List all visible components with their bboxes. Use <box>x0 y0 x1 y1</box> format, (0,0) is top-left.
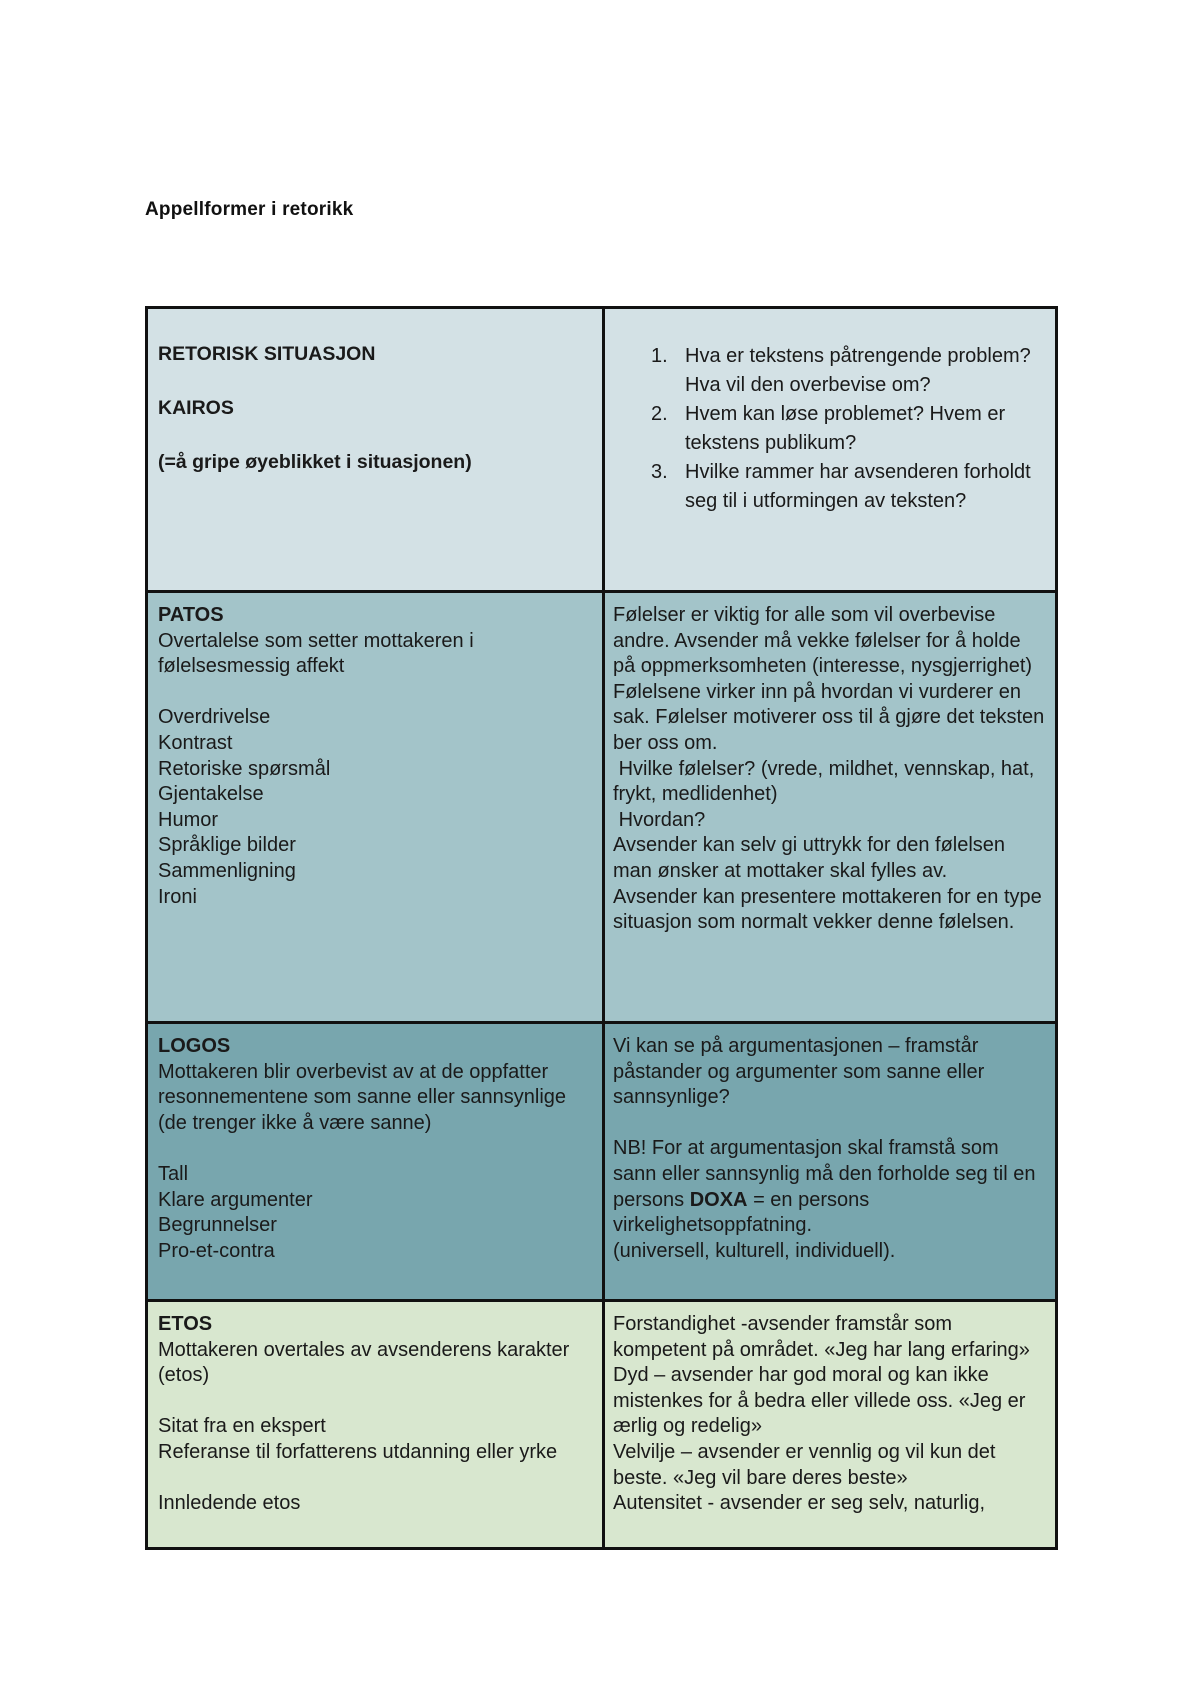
patos-right-cell <box>605 593 1055 1021</box>
etos-item: Innledende etos <box>158 1492 301 1515</box>
row-logos <box>148 1021 1055 1299</box>
patos-description: Overtalelse som setter mottakeren i følelsesmessig affekt <box>158 629 474 678</box>
question-number: 3. <box>651 461 668 483</box>
etos-paragraph: Velvilje – avsender er vennlig og vil kun det beste. «Jeg vil bare deres beste» <box>613 1440 996 1489</box>
patos-title: PATOS <box>158 604 224 626</box>
patos-item: Kontrast <box>158 731 233 754</box>
logos-description: Mottakeren blir overbevist av at de oppfatter resonnementene som sanne eller sannsynlige (de trenger ikke å være sanne) <box>158 1060 567 1134</box>
logos-doxa-paragraph <box>613 1136 1047 1238</box>
patos-item: Humor <box>158 808 219 831</box>
logos-doxa-text-b: = en persons virkelighetsoppfatning. <box>613 1188 870 1237</box>
patos-paragraph: Avsender kan selv gi uttrykk for den følelsen man ønsker at mottaker skal fylles av. <box>613 834 1006 882</box>
kairos-definition: (=å gripe øyeblikket i situasjonen) <box>158 451 472 473</box>
question-text: Hvem kan løse problemet? Hvem er tekstens publikum? <box>685 403 1006 454</box>
situation-left-cell <box>148 309 602 590</box>
patos-paragraph: Hvordan? <box>613 808 706 831</box>
question-text: Hvilke rammer har avsenderen forholdt seg til i utformingen av teksten? <box>685 461 1031 512</box>
patos-item: Overdrivelse <box>158 706 271 729</box>
patos-item: Sammenligning <box>158 859 296 882</box>
logos-item: Begrunnelser <box>158 1214 277 1237</box>
etos-item: Sitat fra en ekspert <box>158 1415 326 1438</box>
etos-left-cell <box>148 1302 602 1547</box>
etos-item: Referanse til forfatterens utdanning eller yrke <box>158 1440 558 1463</box>
row-patos <box>148 590 1055 1021</box>
question-item <box>613 342 1047 400</box>
patos-item: Språklige bilder <box>158 834 296 857</box>
logos-title: LOGOS <box>158 1035 231 1057</box>
situation-question-list <box>613 342 1047 516</box>
patos-paragraph: Følelser er viktig for alle som vil overbevise andre. Avsender må vekke følelser for å holde på oppmerksomheten (interesse, nysgjerrighet) <box>613 604 1033 678</box>
situation-heading: RETORISK SITUASJON <box>158 343 376 365</box>
etos-paragraph: Forstandighet -avsender framstår som kompetent på området. «Jeg har lang erfaring» <box>613 1313 1030 1361</box>
page-title: Appellformer i retorikk <box>145 199 354 220</box>
patos-left-cell <box>148 593 602 1021</box>
row-retorisk-situasjon <box>148 309 1055 590</box>
etos-description: Mottakeren overtales av avsenderens karakter (etos) <box>158 1338 570 1387</box>
kairos-heading: KAIROS <box>158 397 234 419</box>
question-number: 1. <box>651 345 668 367</box>
etos-right-cell <box>605 1302 1055 1547</box>
logos-item: Tall <box>158 1162 189 1185</box>
etos-paragraph: Autensitet - avsender er seg selv, naturlig, <box>613 1492 986 1515</box>
patos-paragraph: Avsender kan presentere mottakeren for en type situasjon som normalt vekker denne følelsen. <box>613 885 1042 934</box>
question-item <box>613 458 1047 516</box>
logos-doxa-text-a: NB! For at argumentasjon skal framstå som sann eller sannsynlig må den forholde seg til en persons <box>613 1137 1036 1211</box>
etos-paragraph: Dyd – avsender har god moral og kan ikke mistenkes for å bedra eller villede oss. «Jeg er ærlig og redelig» <box>613 1364 1026 1438</box>
logos-paragraph: (universell, kulturell, individuell). <box>613 1239 896 1262</box>
patos-item: Retoriske spørsmål <box>158 757 331 780</box>
patos-paragraph: Hvilke følelser? (vrede, mildhet, vennskap, hat, frykt, medlidenhet) <box>613 757 1040 806</box>
patos-paragraph: Følelsene virker inn på hvordan vi vurderer en sak. Følelser motiverer oss til å gjøre det teksten ber oss om. <box>613 680 1045 754</box>
question-number: 2. <box>651 403 668 425</box>
situation-right-cell <box>605 309 1055 590</box>
question-item <box>613 400 1047 458</box>
row-etos <box>148 1299 1055 1547</box>
logos-item: Pro-et-contra <box>158 1239 275 1262</box>
logos-right-cell <box>605 1024 1055 1299</box>
question-text: Hva er tekstens påtrengende problem? Hva vil den overbevise om? <box>685 345 1031 396</box>
logos-item: Klare argumenter <box>158 1188 313 1211</box>
patos-item: Ironi <box>158 885 197 908</box>
doxa-term: DOXA <box>689 1188 748 1211</box>
logos-paragraph: Vi kan se på argumentasjonen – framstår påstander og argumenter som sanne eller sannsynlige? <box>613 1035 985 1109</box>
appeal-forms-table <box>145 306 1058 1550</box>
etos-title: ETOS <box>158 1313 213 1335</box>
patos-item: Gjentakelse <box>158 783 264 806</box>
logos-left-cell <box>148 1024 602 1299</box>
